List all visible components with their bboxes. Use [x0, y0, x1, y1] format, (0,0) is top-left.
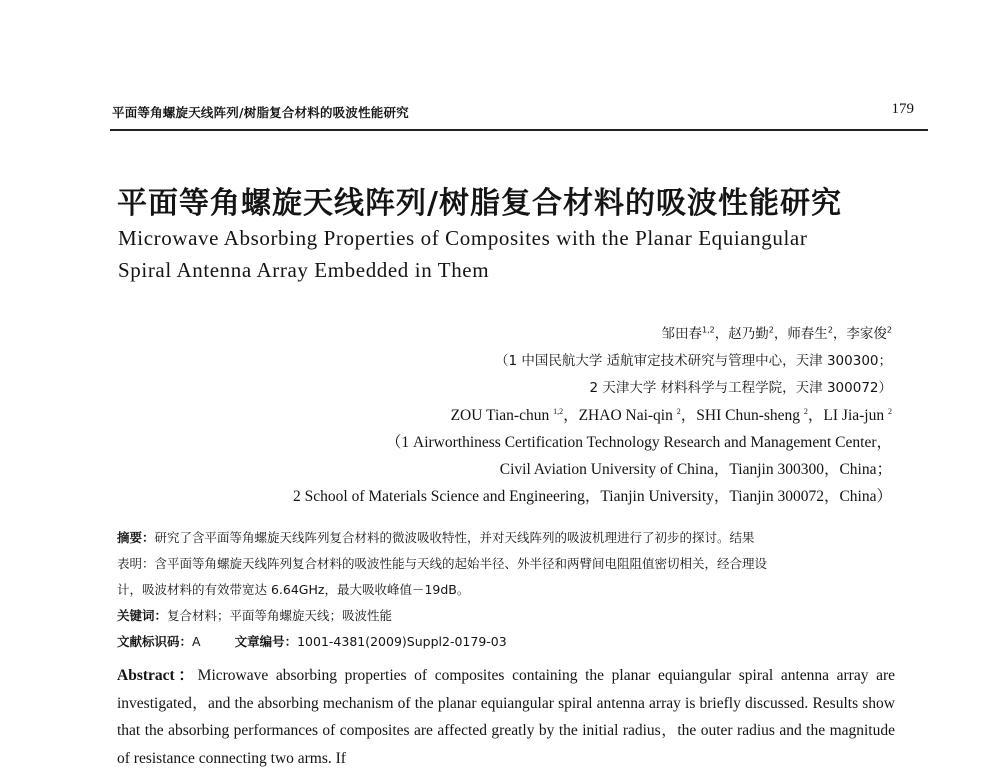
author-separator: ， [563, 407, 579, 424]
keywords-line [117, 603, 897, 629]
abstract-en-label: Abstract： [117, 667, 198, 684]
abstract-cn-text-1: 研究了含平面等角螺旋天线阵列复合材料的微波吸收特性，并对天线阵列的吸波机理进行了初步的探讨。结果 [154, 530, 755, 545]
author-affil-sup: 1,2 [701, 325, 715, 335]
doc-code: A [192, 634, 201, 649]
authors-english [112, 402, 892, 429]
author-separator: ， [714, 326, 729, 342]
keywords-label: 关键词： [117, 608, 168, 623]
author-separator: ， [807, 407, 824, 424]
title-chinese: 平面等角螺旋天线阵列/树脂复合材料的吸波性能研究 [117, 186, 842, 221]
author-separator: ， [832, 326, 847, 342]
page-number: 179 [891, 101, 914, 117]
author-name-en: ZOU Tian-chun [450, 407, 554, 424]
author-affil-sup: 2 [888, 406, 892, 416]
author-separator: ， [680, 407, 697, 424]
abstract-cn-line-1 [117, 525, 897, 551]
article-id-label: 文章编号： [234, 634, 298, 649]
affiliation-en-1: （1 Airworthiness Certification Technology Research and Management Center， [385, 434, 892, 451]
title-english [118, 222, 908, 286]
author-affil-sup: 2 [886, 325, 892, 335]
author-affil-sup: 1,2 [553, 406, 564, 416]
classification-line [117, 629, 897, 655]
author-name-cn: 邹田春 [661, 326, 702, 342]
abstract-cn-label: 摘要： [117, 530, 155, 545]
affiliation-cn-2: 2 天津大学 材料科学与工程学院，天津 300072） [589, 380, 892, 396]
author-name-en: LI Jia-jun [823, 407, 888, 424]
author-affil-sup: 2 [768, 325, 774, 335]
author-name-en: ZHAO Nai-qin [578, 407, 677, 424]
english-abstract [117, 662, 895, 772]
abstract-en-text: Microwave absorbing properties of composites containing the planar equiangular spiral antenna array are investigated，and the absorbing mechanism of the planar equiangular spiral antenna array is briefly discussed. Results show that the absorbing performances of composites are affected greatly by the initial radius，the outer radius and the magnitude of resistance connecting two arms. If [117, 667, 895, 767]
author-name-cn: 李家俊 [846, 326, 887, 342]
affiliation-en-3: 2 School of Materials Science and Engineering，Tianjin University，Tianjin 300072，China） [293, 488, 892, 505]
author-affil-sup: 2 [803, 406, 808, 416]
title-english-line-1: Microwave Absorbing Properties of Composites with the Planar Equiangular [118, 226, 808, 250]
abstract-cn-line-3: 计，吸波材料的有效带宽达 6.64GHz，最大吸收峰值－19dB。 [117, 582, 470, 597]
author-name-en: SHI Chun-sheng [696, 407, 804, 424]
header-rule [110, 129, 928, 131]
article-id: 1001-4381(2009)Suppl2-0179-03 [297, 634, 507, 649]
author-name-cn: 师春生 [787, 326, 828, 342]
doc-code-label: 文献标识码： [117, 634, 193, 649]
author-affil-sup: 2 [827, 325, 833, 335]
affiliation-en-2: Civil Aviation University of China，Tianjin 300300，China； [499, 461, 892, 478]
running-head: 平面等角螺旋天线阵列/树脂复合材料的吸波性能研究 [112, 105, 409, 120]
author-affil-sup: 2 [676, 406, 681, 416]
authors-block [112, 321, 892, 510]
author-separator: ， [773, 326, 788, 342]
chinese-abstract-block [117, 525, 897, 655]
affiliation-cn-1: （1 中国民航大学 适航审定技术研究与管理中心，天津 300300； [495, 353, 892, 369]
authors-chinese [112, 321, 892, 348]
abstract-cn-line-2: 表明：含平面等角螺旋天线阵列复合材料的吸波性能与天线的起始半径、外半径和两臂间电阻阻值密切相关，经合理设 [117, 556, 768, 571]
author-name-cn: 赵乃勤 [728, 326, 769, 342]
keywords-text: 复合材料；平面等角螺旋天线；吸波性能 [167, 608, 393, 623]
title-english-line-2: Spiral Antenna Array Embedded in Them [118, 258, 490, 282]
